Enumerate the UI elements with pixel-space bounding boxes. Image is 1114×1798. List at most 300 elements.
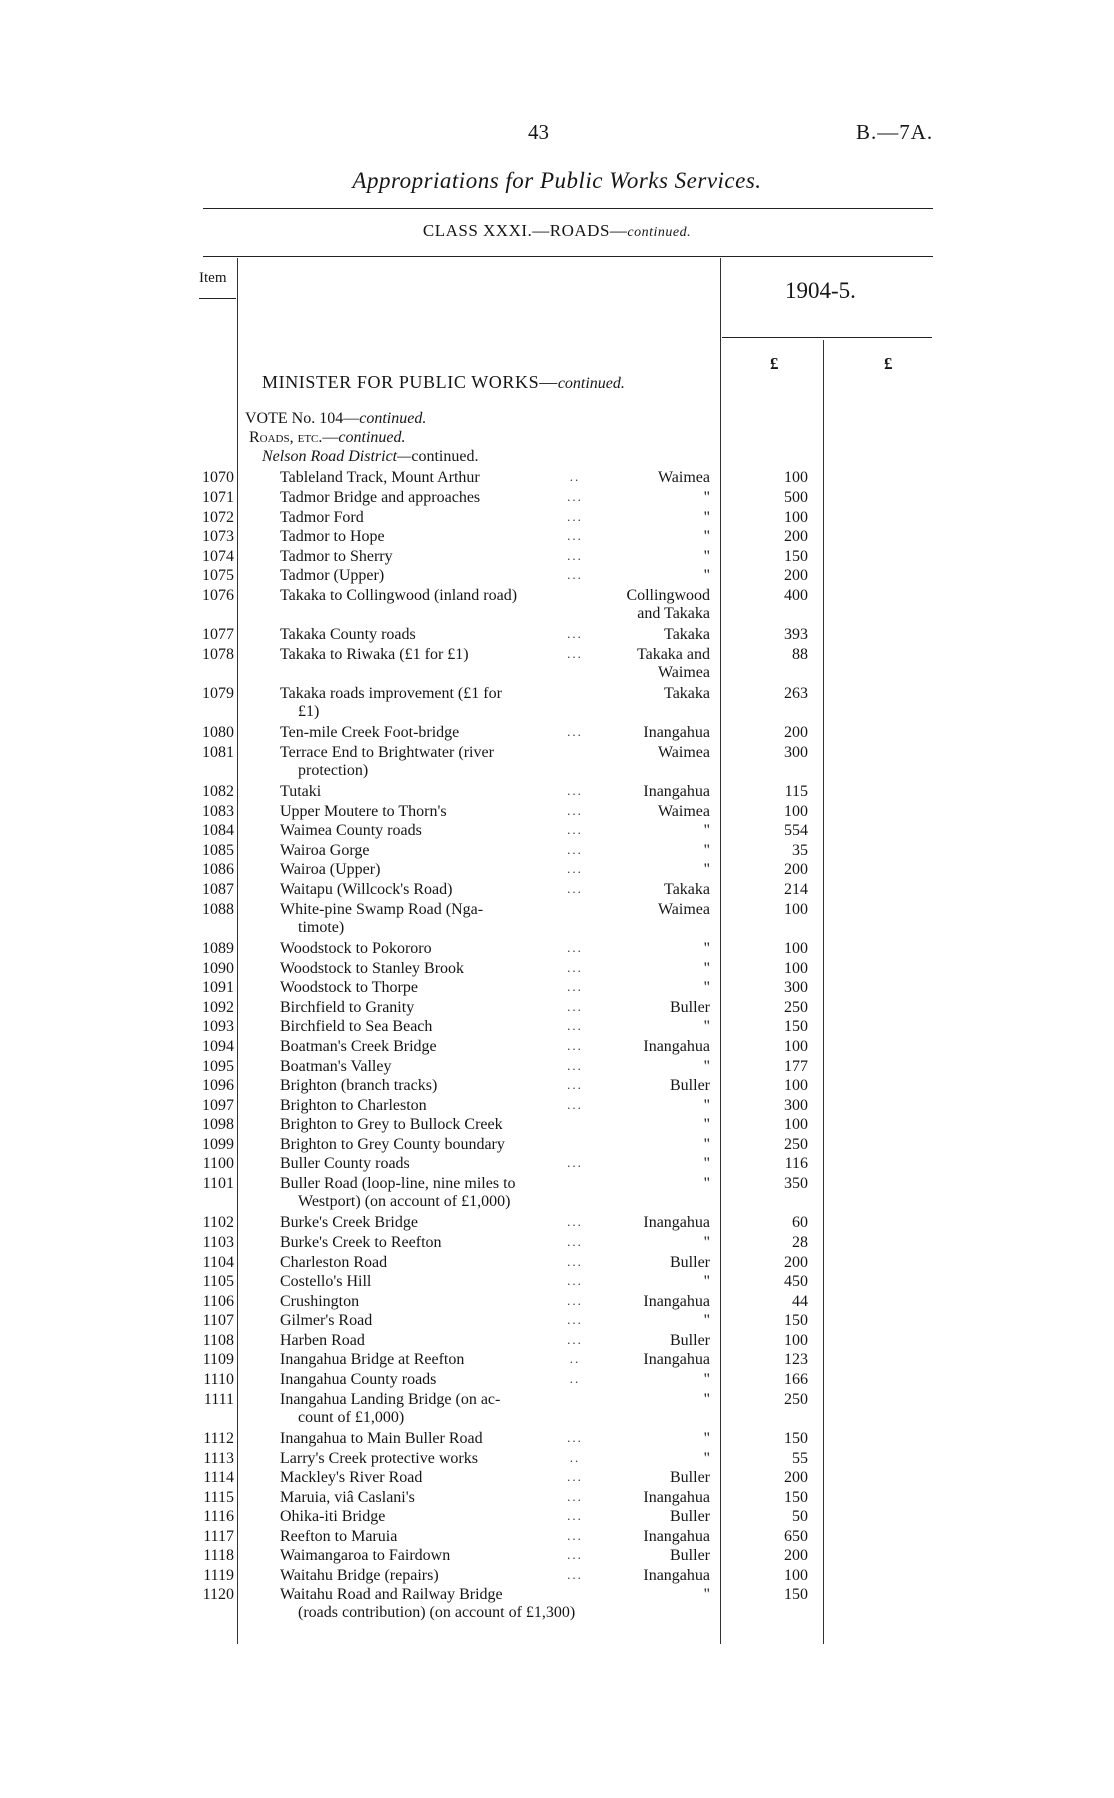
item-number: 1073 <box>202 528 234 545</box>
leader-dots: ... <box>567 548 583 563</box>
item-description: Takaka to Riwaka (£1 for £1) <box>280 646 469 663</box>
item-description: Birchfield to Granity <box>280 999 415 1016</box>
district-name: " <box>703 1155 710 1172</box>
table-row <box>0 1214 1114 1234</box>
leader-dots: ... <box>567 646 583 661</box>
amount-value: 100 <box>784 1567 808 1584</box>
item-number: 1082 <box>202 783 234 800</box>
item-description: Boatman's Creek Bridge <box>280 1038 437 1055</box>
item-number: 1120 <box>202 1586 234 1603</box>
amount-value: 100 <box>784 1038 808 1055</box>
item-description: Tutaki <box>280 783 322 800</box>
item-description-continued: £1) <box>298 703 320 720</box>
leader-dots: ... <box>567 842 583 857</box>
amount-value: 100 <box>784 1116 808 1133</box>
item-description: Mackley's River Road <box>280 1469 423 1486</box>
amount-value: 116 <box>784 1155 808 1172</box>
item-number: 1075 <box>202 567 234 584</box>
item-number: 1106 <box>202 1293 234 1310</box>
district-name: Buller <box>670 1547 710 1564</box>
amount-value: 200 <box>784 567 808 584</box>
item-description: Tableland Track, Mount Arthur <box>280 469 480 486</box>
district-name: " <box>703 1097 710 1114</box>
item-number: 1095 <box>202 1058 234 1075</box>
item-number: 1079 <box>202 685 234 702</box>
leader-dots: ... <box>567 1273 583 1288</box>
table-row <box>0 567 1114 587</box>
table-row <box>0 1469 1114 1489</box>
leader-dots: ... <box>567 1508 583 1523</box>
leader-dots: ... <box>567 803 583 818</box>
leader-dots: ... <box>567 567 583 582</box>
amount-value: 400 <box>784 587 808 604</box>
item-description: Takaka to Collingwood (inland road) <box>280 587 518 604</box>
item-description: Birchfield to Sea Beach <box>280 1018 433 1035</box>
roads-continued: continued. <box>338 429 406 446</box>
item-number: 1111 <box>203 1391 234 1408</box>
amount-value: 50 <box>792 1508 808 1525</box>
district-name: " <box>703 1136 710 1153</box>
table-row <box>0 744 1114 779</box>
district-name: Inangahua <box>643 783 710 800</box>
item-number: 1093 <box>202 1018 234 1035</box>
minister-heading <box>262 372 625 393</box>
amount-value: 300 <box>784 744 808 761</box>
item-number: 1085 <box>202 842 234 859</box>
district-name: " <box>703 528 710 545</box>
item-description-continued: protection) <box>298 762 369 779</box>
leader-dots: ... <box>567 489 583 504</box>
item-description <box>280 1391 580 1427</box>
item-number: 1099 <box>202 1136 234 1153</box>
table-row <box>0 1273 1114 1293</box>
item-number: 1070 <box>202 469 234 486</box>
item-description: Gilmer's Road <box>280 1312 373 1329</box>
amount-value: 214 <box>784 881 808 898</box>
leader-dots: ... <box>567 1254 583 1269</box>
table-row <box>0 1175 1114 1210</box>
amount-value: 100 <box>784 469 808 486</box>
district-name: Buller <box>670 1077 710 1094</box>
amount-value: 150 <box>784 1586 808 1603</box>
district-name: " <box>703 940 710 957</box>
item-description: Inangahua Bridge at Reefton <box>280 1351 465 1368</box>
item-description-line: Takaka roads improvement (£1 for <box>280 685 502 702</box>
table-row <box>0 509 1114 529</box>
table-row <box>0 1547 1114 1567</box>
district-name: Inangahua <box>643 724 710 741</box>
amount-value: 150 <box>784 1018 808 1035</box>
district-name: Takaka <box>664 626 710 643</box>
item-description: Waitapu (Willcock's Road) <box>280 881 453 898</box>
item-description-line: Inangahua Landing Bridge (on ac- <box>280 1391 501 1408</box>
amount-value: 150 <box>784 1312 808 1329</box>
item-header-rule <box>199 298 236 299</box>
amount-value: 177 <box>784 1058 808 1075</box>
amount-value: 55 <box>792 1450 808 1467</box>
amount-value: 300 <box>784 979 808 996</box>
table-row <box>0 1508 1114 1528</box>
item-number: 1096 <box>202 1077 234 1094</box>
amount-value: 200 <box>784 861 808 878</box>
item-number: 1083 <box>202 803 234 820</box>
item-description: Burke's Creek to Reefton <box>280 1234 442 1251</box>
table-row <box>0 587 1114 622</box>
item-number: 1071 <box>202 489 234 506</box>
leader-dots: ... <box>567 509 583 524</box>
item-number: 1112 <box>203 1430 234 1447</box>
item-number: 1074 <box>202 548 234 565</box>
amount-value: 100 <box>784 901 808 918</box>
item-number: 1090 <box>202 960 234 977</box>
district-label: Nelson Road District— <box>262 448 412 465</box>
district-name: " <box>703 1058 710 1075</box>
district-name-continued: and Takaka <box>637 605 710 622</box>
district-name: " <box>703 1234 710 1251</box>
rule-top <box>203 208 933 209</box>
item-description-continued: timote) <box>298 919 345 936</box>
amount-value: 200 <box>784 528 808 545</box>
amount-value: 150 <box>784 1430 808 1447</box>
table-row <box>0 1489 1114 1509</box>
item-description: Harben Road <box>280 1332 365 1349</box>
district-name: " <box>703 509 710 526</box>
table-row <box>0 1018 1114 1038</box>
item-number: 1113 <box>203 1450 234 1467</box>
district-continued: continued. <box>411 448 479 465</box>
district-name: Buller <box>670 1508 710 1525</box>
amount-value: 350 <box>784 1175 808 1192</box>
district-name <box>592 646 710 682</box>
item-number: 1104 <box>202 1254 234 1271</box>
district-name <box>592 587 710 623</box>
year-rule <box>722 337 932 338</box>
district-name-line: Takaka and <box>636 646 710 663</box>
year-header: 1904-5. <box>785 278 856 303</box>
district-name: Inangahua <box>643 1214 710 1231</box>
minister-heading-continued: continued. <box>557 375 625 392</box>
item-description: Ten-mile Creek Foot-bridge <box>280 724 460 741</box>
amount-value: 263 <box>784 685 808 702</box>
amount-value: 88 <box>792 646 808 663</box>
table-row <box>0 1058 1114 1078</box>
class-heading-continued: continued. <box>627 225 692 240</box>
district-name: " <box>703 1586 710 1603</box>
item-number: 1103 <box>202 1234 234 1251</box>
minister-heading-main: MINISTER FOR PUBLIC WORKS— <box>262 372 558 392</box>
table-row <box>0 979 1114 999</box>
district-name: Inangahua <box>643 1351 710 1368</box>
amount-value: 35 <box>792 842 808 859</box>
leader-dots: ... <box>567 1567 583 1582</box>
district-name: " <box>703 1450 710 1467</box>
amount-value: 200 <box>784 1469 808 1486</box>
amount-value: 166 <box>784 1371 808 1388</box>
district-name-line: Collingwood <box>626 587 710 604</box>
item-number: 1077 <box>202 626 234 643</box>
table-row <box>0 999 1114 1019</box>
item-number: 1118 <box>203 1547 234 1564</box>
table-row <box>0 469 1114 489</box>
leader-dots: ... <box>567 1058 583 1073</box>
item-header: Item <box>199 270 227 286</box>
table-row <box>0 1371 1114 1391</box>
leader-dots: ... <box>567 999 583 1014</box>
item-number: 1102 <box>202 1214 234 1231</box>
table-row <box>0 940 1114 960</box>
item-description-line: Buller Road (loop-line, nine miles to <box>280 1175 516 1192</box>
leader-dots: ... <box>567 1312 583 1327</box>
district-name: Buller <box>670 1332 710 1349</box>
item-description-continued: (roads contribution) (on account of £1,300) <box>298 1604 576 1621</box>
item-description-continued: Westport) (on account of £1,000) <box>298 1193 511 1210</box>
amount-value: 100 <box>784 1332 808 1349</box>
leader-dots: ... <box>567 528 583 543</box>
district-name: " <box>703 567 710 584</box>
district-name: Buller <box>670 1469 710 1486</box>
district-name: Inangahua <box>643 1293 710 1310</box>
amount-value: 650 <box>784 1528 808 1545</box>
leader-dots: ... <box>567 1077 583 1092</box>
district-name: Inangahua <box>643 1489 710 1506</box>
district-name: " <box>703 1430 710 1447</box>
currency-symbol-2: £ <box>884 354 893 373</box>
table-row <box>0 548 1114 568</box>
amount-value: 393 <box>784 626 808 643</box>
amount-value: 100 <box>784 960 808 977</box>
item-description <box>280 744 580 780</box>
district-name: Waimea <box>657 744 710 761</box>
table-row <box>0 901 1114 936</box>
district-name: Buller <box>670 999 710 1016</box>
item-description-continued: count of £1,000) <box>298 1409 405 1426</box>
item-number: 1108 <box>202 1332 234 1349</box>
item-description <box>280 901 580 937</box>
amount-value: 100 <box>784 509 808 526</box>
item-number: 1086 <box>202 861 234 878</box>
item-description: Burke's Creek Bridge <box>280 1214 418 1231</box>
table-row <box>0 685 1114 720</box>
vote-label: VOTE No. 104— <box>245 410 360 427</box>
leader-dots: ... <box>567 1293 583 1308</box>
leader-dots: ... <box>567 783 583 798</box>
item-description: Upper Moutere to Thorn's <box>280 803 447 820</box>
item-description: Waitahu Bridge (repairs) <box>280 1567 439 1584</box>
item-number: 1072 <box>202 509 234 526</box>
page-number: 43 <box>528 120 549 144</box>
item-number: 1115 <box>203 1489 234 1506</box>
item-number: 1094 <box>202 1038 234 1055</box>
table-row <box>0 1254 1114 1274</box>
item-description: Tadmor to Sherry <box>280 548 393 565</box>
leader-dots: ... <box>567 1430 583 1445</box>
amount-value: 115 <box>784 783 808 800</box>
table-row <box>0 1136 1114 1156</box>
district-name: Takaka <box>664 685 710 702</box>
amount-value: 150 <box>784 1489 808 1506</box>
leader-dots: ... <box>567 1234 583 1249</box>
district-name-continued: Waimea <box>657 664 710 681</box>
table-row <box>0 960 1114 980</box>
amount-value: 123 <box>784 1351 808 1368</box>
district-name: Waimea <box>657 901 710 918</box>
district-name: " <box>703 822 710 839</box>
amount-value: 200 <box>784 1254 808 1271</box>
item-description: Tadmor Ford <box>280 509 364 526</box>
item-number: 1101 <box>202 1175 234 1192</box>
item-description: Takaka County roads <box>280 626 416 643</box>
amount-value: 60 <box>792 1214 808 1231</box>
district-name: Buller <box>670 1254 710 1271</box>
class-heading-main: CLASS XXXI.—ROADS— <box>422 221 628 240</box>
item-description: Woodstock to Thorpe <box>280 979 418 996</box>
leader-dots: .. <box>569 1351 581 1366</box>
table-row <box>0 881 1114 901</box>
amount-value: 100 <box>784 940 808 957</box>
amount-value: 554 <box>784 822 808 839</box>
item-description-line: Terrace End to Brightwater (river <box>280 744 494 761</box>
table-row <box>0 1391 1114 1426</box>
item-number: 1117 <box>203 1528 234 1545</box>
currency-symbol-1: £ <box>770 354 779 373</box>
item-description-line: Waitahu Road and Railway Bridge <box>280 1586 503 1603</box>
leader-dots: ... <box>567 1097 583 1112</box>
item-number: 1110 <box>203 1371 234 1388</box>
item-number: 1092 <box>202 999 234 1016</box>
item-number: 1091 <box>202 979 234 996</box>
district-name: " <box>703 1175 710 1192</box>
item-description: Crushington <box>280 1293 360 1310</box>
district-name: " <box>703 489 710 506</box>
item-number: 1098 <box>202 1116 234 1133</box>
item-description: Waimea County roads <box>280 822 422 839</box>
table-row <box>0 861 1114 881</box>
district-name: Inangahua <box>643 1528 710 1545</box>
item-number: 1087 <box>202 881 234 898</box>
amount-value: 200 <box>784 1547 808 1564</box>
vote-heading <box>245 410 426 428</box>
item-number: 1089 <box>202 940 234 957</box>
roads-heading <box>249 429 406 447</box>
table-row <box>0 1038 1114 1058</box>
item-number: 1088 <box>202 901 234 918</box>
district-name: " <box>703 1371 710 1388</box>
amount-value: 28 <box>792 1234 808 1251</box>
item-description: Tadmor to Hope <box>280 528 385 545</box>
table-row <box>0 489 1114 509</box>
leader-dots: ... <box>567 1489 583 1504</box>
table-row <box>0 1430 1114 1450</box>
district-heading <box>262 448 478 466</box>
district-name: " <box>703 960 710 977</box>
item-description: Boatman's Valley <box>280 1058 392 1075</box>
class-heading <box>0 221 1114 241</box>
table-row <box>0 646 1114 681</box>
item-number: 1116 <box>203 1508 234 1525</box>
item-description: Woodstock to Stanley Brook <box>280 960 465 977</box>
leader-dots: ... <box>567 1528 583 1543</box>
table-row <box>0 626 1114 646</box>
leader-dots: ... <box>567 940 583 955</box>
table-row <box>0 822 1114 842</box>
item-description: Costello's Hill <box>280 1273 372 1290</box>
amount-value: 300 <box>784 1097 808 1114</box>
item-number: 1114 <box>203 1469 234 1486</box>
district-name: Waimea <box>657 803 710 820</box>
item-description: Buller County roads <box>280 1155 410 1172</box>
district-name: " <box>703 1391 710 1408</box>
amount-value: 250 <box>784 1136 808 1153</box>
amount-value: 250 <box>784 999 808 1016</box>
amount-value: 450 <box>784 1273 808 1290</box>
item-description: Ohika-iti Bridge <box>280 1508 386 1525</box>
district-name: Inangahua <box>643 1038 710 1055</box>
leader-dots: ... <box>567 979 583 994</box>
district-name: " <box>703 979 710 996</box>
item-description: Reefton to Maruia <box>280 1528 398 1545</box>
leader-dots: .. <box>569 1450 581 1465</box>
table-row <box>0 1077 1114 1097</box>
table-row <box>0 1332 1114 1352</box>
leader-dots: ... <box>567 1155 583 1170</box>
item-number: 1119 <box>203 1567 234 1584</box>
item-description <box>280 1175 580 1211</box>
item-description: Wairoa (Upper) <box>280 861 381 878</box>
district-name: Waimea <box>657 469 710 486</box>
item-description: Brighton to Charleston <box>280 1097 427 1114</box>
item-number: 1078 <box>202 646 234 663</box>
vote-continued: continued. <box>359 410 427 427</box>
leader-dots: ... <box>567 626 583 641</box>
amount-value: 500 <box>784 489 808 506</box>
item-description: Tadmor Bridge and approaches <box>280 489 481 506</box>
table-row <box>0 1155 1114 1175</box>
table-row <box>0 1528 1114 1548</box>
table-row <box>0 842 1114 862</box>
item-number: 1076 <box>202 587 234 604</box>
table-row <box>0 1567 1114 1587</box>
leader-dots: ... <box>567 1214 583 1229</box>
table-row <box>0 724 1114 744</box>
leader-dots: .. <box>569 469 581 484</box>
amount-value: 44 <box>792 1293 808 1310</box>
item-description: Inangahua to Main Buller Road <box>280 1430 483 1447</box>
item-description <box>280 685 580 721</box>
item-number: 1081 <box>202 744 234 761</box>
table-row <box>0 1293 1114 1313</box>
item-description: Brighton (branch tracks) <box>280 1077 438 1094</box>
leader-dots: ... <box>567 1469 583 1484</box>
leader-dots: ... <box>567 822 583 837</box>
item-description: Brighton to Grey to Bullock Creek <box>280 1116 503 1133</box>
amount-value: 150 <box>784 548 808 565</box>
leader-dots: ... <box>567 861 583 876</box>
district-name: " <box>703 1312 710 1329</box>
table-row <box>0 803 1114 823</box>
table-row <box>0 1586 1114 1621</box>
amount-value: 200 <box>784 724 808 741</box>
item-description: Brighton to Grey County boundary <box>280 1136 505 1153</box>
district-name: " <box>703 1018 710 1035</box>
item-number: 1107 <box>202 1312 234 1329</box>
item-description: Inangahua County roads <box>280 1371 437 1388</box>
table-row <box>0 783 1114 803</box>
leader-dots: ... <box>567 960 583 975</box>
table-row <box>0 1312 1114 1332</box>
reference-code: B.—7A. <box>856 120 934 144</box>
item-description: Wairoa Gorge <box>280 842 370 859</box>
roads-label: Roads, etc.— <box>249 429 339 446</box>
